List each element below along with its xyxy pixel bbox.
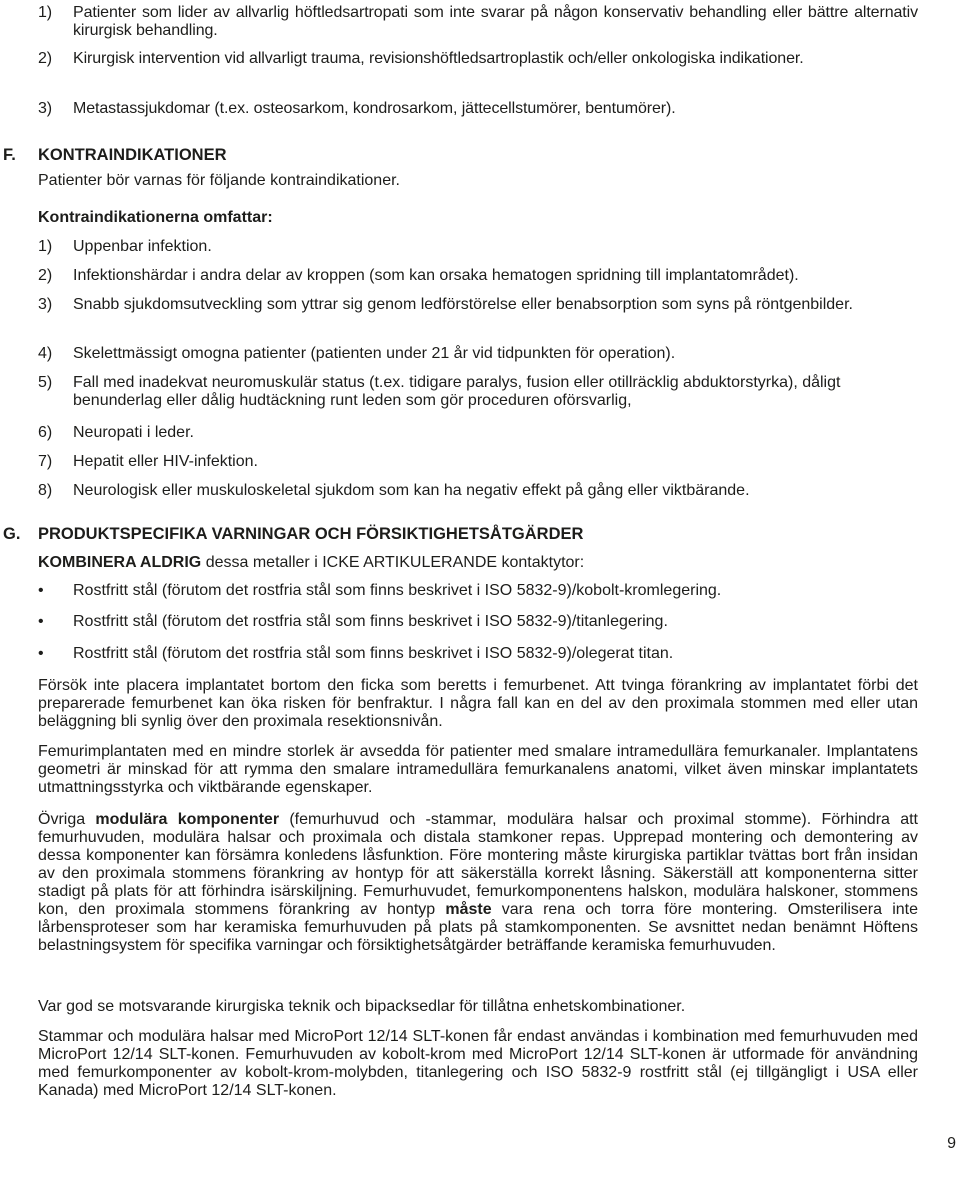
list-item <box>38 482 918 502</box>
list-item <box>38 238 918 258</box>
combine-warning <box>38 554 918 572</box>
section-letter: G. <box>3 525 21 543</box>
list-item <box>38 374 918 414</box>
combine-warning-bold: KOMBINERA ALDRIG <box>38 554 202 571</box>
paragraph: Stammar och modulära halsar med MicroPort 12/14 SLT-konen får endast användas i kombination med femurhuvuden med MicroPort 12/14 SLT-konen. Femurhuvuden av kobolt-krom med MicroPort 12/14 SLT-konen är utformade för användning med femurkomponenter av kobolt-krom-molybden, titanlegering och ISO 5832-9 rostfritt stål (ej tillgängligt i USA eller Kanada) med MicroPort 12/14 SLT-konen. <box>38 1028 918 1099</box>
list-item <box>38 345 918 365</box>
list-number: 1) <box>38 238 53 255</box>
list-text: Patienter som lider av allvarlig höftledsartropati som inte svarar på någon konservativ behandling eller bättre alternativ kirurgisk behandling. <box>73 4 918 39</box>
paragraph: Var god se motsvarande kirurgiska teknik och bipacksedlar för tillåtna enhetskombinationer. <box>38 998 686 1015</box>
section-f-heading <box>0 146 960 166</box>
paragraph-text: (femurhuvud och -stammar, modulära halsar och proximal stomme). Förhindra att femurhuvuden, modulära halsar och proximala och distala stamkoner repas. Upprepad montering och demontering av dessa komponenter kan försämra konledens låsfunktion. Före montering måste kirurgiska partiklar tvättas bort från insidan av den proximala stommens förankring av hontyp för att säkerställa korrekt låsning. Säkerställ att komponenterna sitter stadigt på plats för att förhindra isärskiljning. Femurhuvudet, femurkomponentens halskon, modulära halskoner, stommens kon, den proximala stommens förankring av hontyp <box>38 811 918 918</box>
list-item <box>38 4 918 44</box>
list-number: 2) <box>38 267 53 284</box>
list-number: 4) <box>38 345 53 362</box>
section-title: PRODUKTSPECIFIKA VARNINGAR OCH FÖRSIKTIGHETSÅTGÄRDER <box>38 525 584 543</box>
list-item <box>38 50 918 90</box>
paragraph: Femurimplantaten med en mindre storlek är avsedda för patienter med smalare intramedullära femurkanaler. Implantatens geometri är minskad för att rymma den smalare intramedullära femurkanalens anatomi, vilket även minskar implantatets utmattningsstyrka och viktbärande egenskaper. <box>38 743 918 796</box>
section-subheading: Kontraindikationerna omfattar: <box>38 209 273 226</box>
bullet-item <box>38 582 918 602</box>
list-text: Neuropati i leder. <box>73 424 194 441</box>
bullet-icon: • <box>38 582 44 599</box>
combine-warning-text: dessa metaller i ICKE ARTIKULERANDE kontaktytor: <box>201 554 585 571</box>
section-letter: F. <box>3 146 16 164</box>
list-item <box>38 424 918 444</box>
list-text: Neurologisk eller muskuloskeletal sjukdom som kan ha negativ effekt på gång eller viktbärande. <box>73 482 750 499</box>
bullet-text: Rostfritt stål (förutom det rostfria stål som finns beskrivet i ISO 5832-9)/titanlegering. <box>73 613 668 630</box>
list-text: Kirurgisk intervention vid allvarligt trauma, revisionshöftledsartroplastik och/eller onkologiska indikationer. <box>73 50 804 67</box>
list-text: Metastassjukdomar (t.ex. osteosarkom, kondrosarkom, jättecellstumörer, bentumörer). <box>73 100 676 117</box>
bullet-icon: • <box>38 613 44 630</box>
list-text: Skelettmässigt omogna patienter (patienten under 21 år vid tidpunkten för operation). <box>73 345 676 362</box>
list-number: 1) <box>38 4 53 21</box>
list-number: 5) <box>38 374 53 391</box>
list-item <box>38 296 918 336</box>
section-intro: Patienter bör varnas för följande kontraindikationer. <box>38 172 400 189</box>
paragraph-text: Övriga <box>38 811 96 828</box>
list-number: 2) <box>38 50 53 67</box>
bullet-item <box>38 645 918 665</box>
list-number: 8) <box>38 482 53 499</box>
list-item <box>38 267 918 287</box>
list-text: Uppenbar infektion. <box>73 238 212 255</box>
list-number: 6) <box>38 424 53 441</box>
paragraph-bold: måste <box>445 901 492 918</box>
list-text: Snabb sjukdomsutveckling som yttrar sig genom ledförstörelse eller benabsorption som syns på röntgenbilder. <box>73 296 853 313</box>
paragraph-bold: modulära komponenter <box>95 811 280 828</box>
list-number: 7) <box>38 453 53 470</box>
paragraph-text: vara rena och torra före montering. Omsterilisera inte lårbensproteser som har keramiska femurhuvuden på plats på stamkomponenten. Se avsnittet nedan benämnt Höftens belastningsystem för specifika varningar och försiktighetsåtgärder beträffande keramiska femurhuvuden. <box>38 901 918 954</box>
page-number: 9 <box>947 1135 956 1152</box>
list-item <box>38 453 918 473</box>
bullet-icon: • <box>38 645 44 662</box>
list-text: Fall med inadekvat neuromuskulär status (t.ex. tidigare paralys, fusion eller otillräcklig abduktorstyrka), dåligt benunderlag eller dålig hudtäckning runt leden som gör proceduren oförsvarlig, <box>73 374 841 409</box>
bullet-item <box>38 613 918 633</box>
paragraph <box>38 811 918 955</box>
paragraph: Försök inte placera implantatet bortom den ficka som beretts i femurbenet. Att tvinga förankring av implantatet förbi det preparerade femurbenet kan öka risken för benfraktur. I några fall kan en del av den proximala stommen med eller utan beläggning bli synlig över den proximala resektionsnivån. <box>38 677 918 730</box>
list-number: 3) <box>38 100 53 117</box>
bullet-text: Rostfritt stål (förutom det rostfria stål som finns beskrivet i ISO 5832-9)/kobolt-kromlegering. <box>73 582 722 599</box>
list-number: 3) <box>38 296 53 313</box>
list-text: Infektionshärdar i andra delar av kroppen (som kan orsaka hematogen spridning till implantatområdet). <box>73 267 799 284</box>
list-item <box>38 100 918 120</box>
bullet-text: Rostfritt stål (förutom det rostfria stål som finns beskrivet i ISO 5832-9)/olegerat titan. <box>73 645 674 662</box>
list-text: Hepatit eller HIV-infektion. <box>73 453 258 470</box>
section-title: KONTRAINDIKATIONER <box>38 146 227 164</box>
section-g-heading <box>0 525 960 545</box>
